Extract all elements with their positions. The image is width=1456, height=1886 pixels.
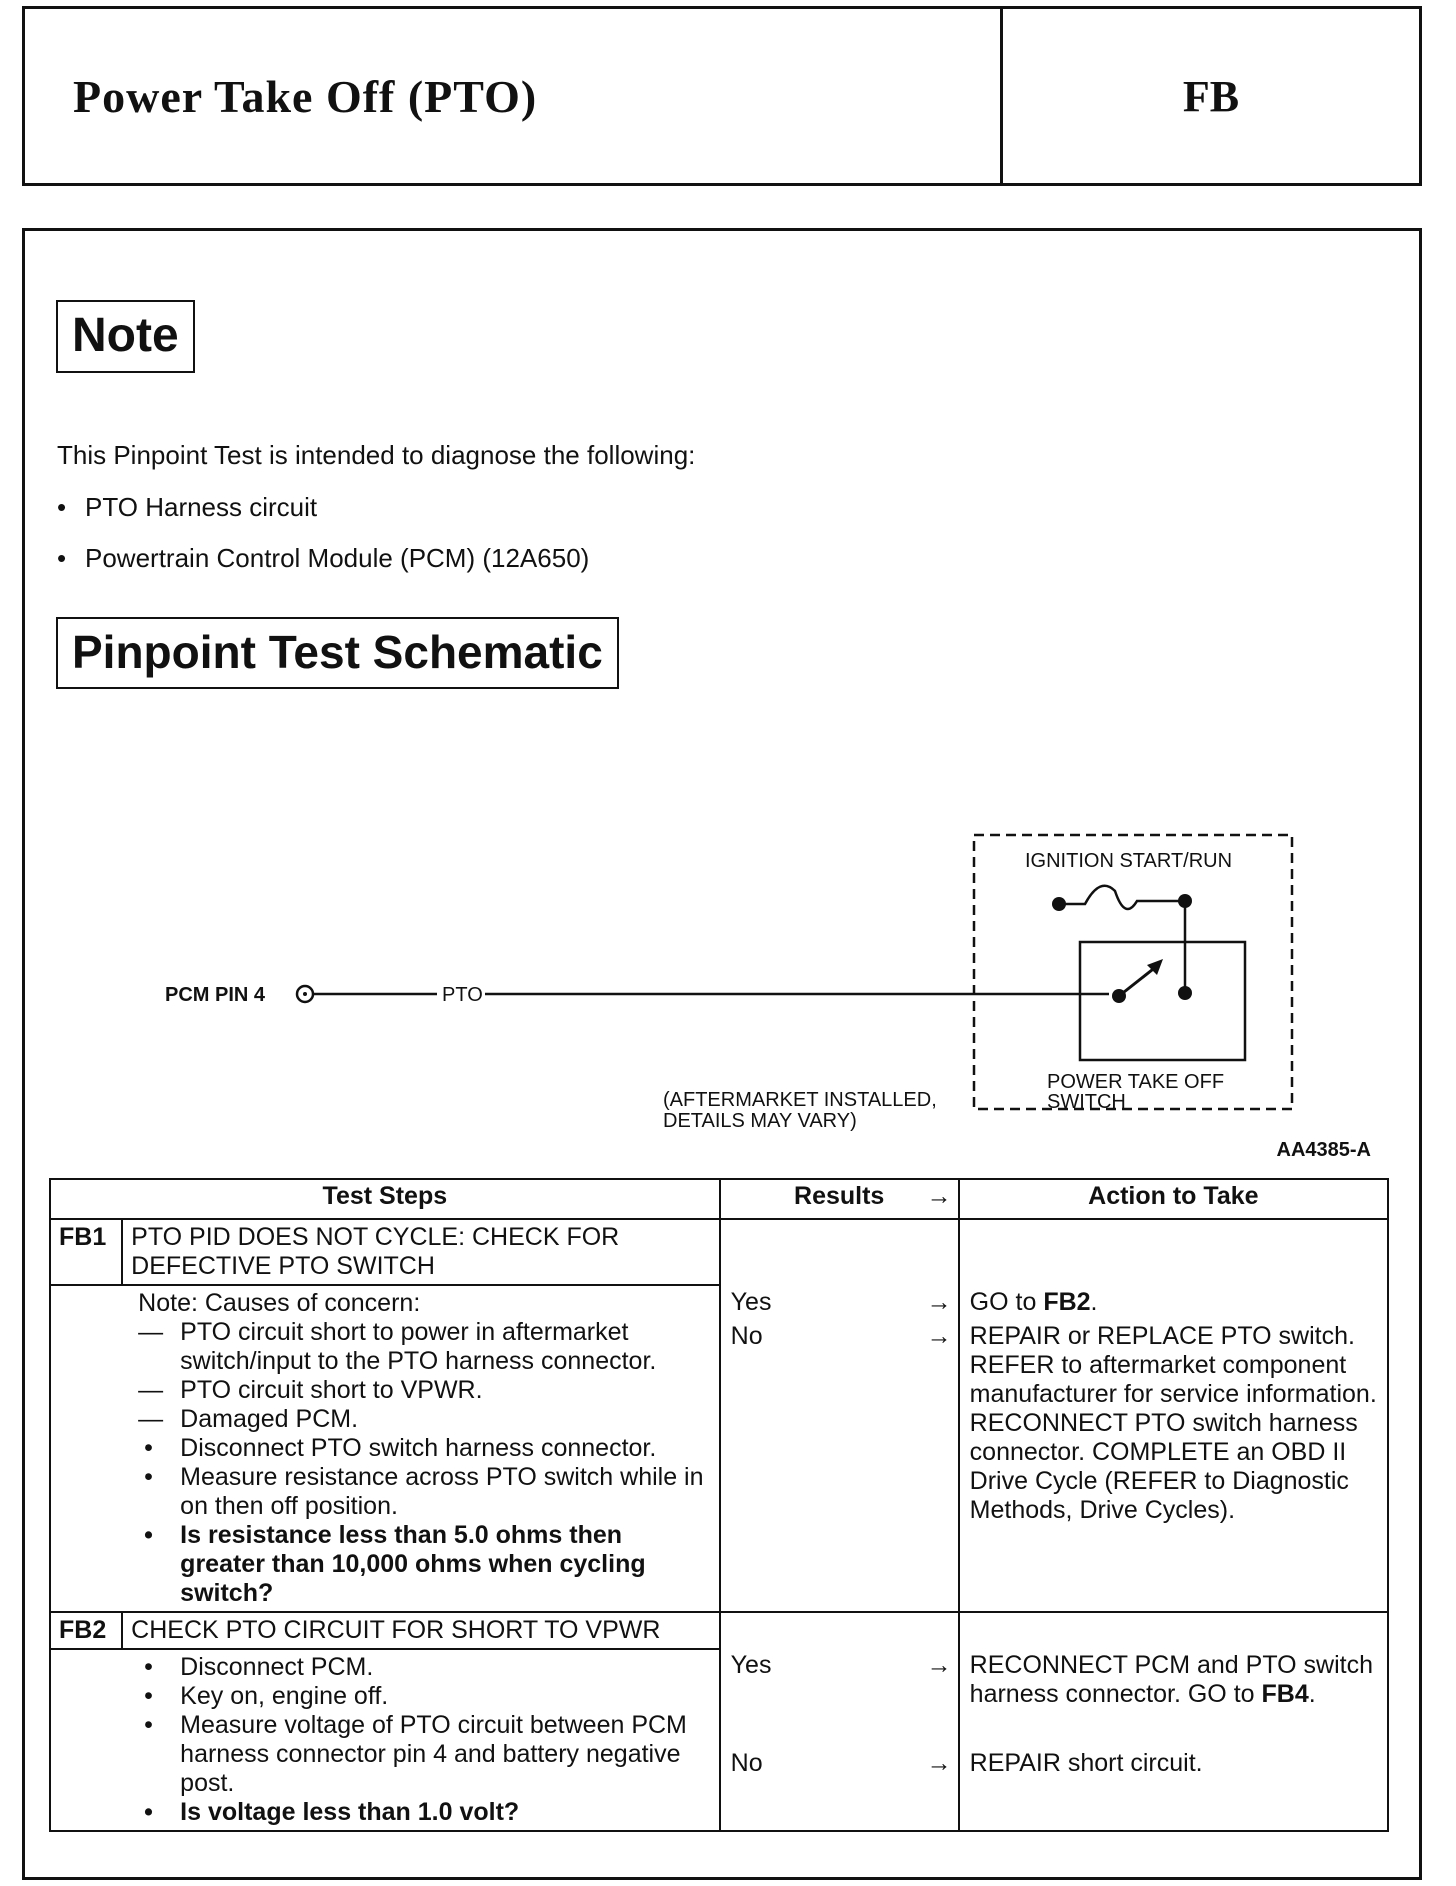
step-note: Note: Causes of concern: [138,1289,421,1317]
arrow-icon: → [926,1651,952,1679]
step-item: • Key on, engine off. [138,1682,711,1711]
switch-terminal-right [1178,986,1192,1000]
step-item: • Disconnect PCM. [138,1653,711,1682]
result-yes [731,1288,952,1317]
action-yes-text: GO to [969,1288,1044,1316]
action-cell [959,1219,1388,1612]
note-heading: Note [56,300,195,373]
action-no: REPAIR or REPLACE PTO switch. REFER to aftermarket component manufacturer for service information. RECONNECT PTO switch harness connector. COMPLETE an OBD II Drive Cycle (REFER to Diagnostic Methods, Drive Cycles). [969,1322,1377,1524]
action-yes [970,1288,1377,1317]
result-no-label: No [730,1322,763,1350]
action-cell [959,1612,1388,1831]
action-yes-ref: FB4 [1261,1680,1309,1708]
step-item: • Disconnect PTO switch harness connector. [138,1434,711,1463]
step-id-spacer [50,1649,122,1831]
note-item: • PTO Harness circuit [57,492,589,523]
schematic-heading: Pinpoint Test Schematic [56,617,619,689]
cause-item: — PTO circuit short to VPWR. [138,1376,711,1405]
action-no: REPAIR short circuit. [969,1749,1203,1777]
action-yes-post: . [1090,1288,1098,1316]
switch-label-2: SWITCH [1047,1091,1126,1113]
arrow-icon: → [926,1322,952,1350]
section-code: FB [1182,71,1240,121]
figure-id: AA4385-A [1276,1139,1371,1161]
pinpoint-schematic [25,761,1419,1161]
action-yes-text: RECONNECT PCM and PTO switch harness connector. GO to [969,1651,1374,1708]
ignition-label: IGNITION START/RUN [1025,850,1233,872]
note-list [57,492,589,594]
note-intro: This Pinpoint Test is intended to diagnose the following: [57,440,696,470]
step-list [138,1653,711,1827]
result-no [731,1322,952,1351]
arrow-icon: → [926,1749,952,1777]
step-title: CHECK PTO CIRCUIT FOR SHORT TO VPWR [122,1612,720,1649]
test-steps-table [49,1178,1389,1832]
step-body [122,1285,720,1612]
page-header [22,6,1422,186]
title-cell [25,9,1003,183]
step-body [122,1649,720,1831]
switch-contact [1119,966,1157,996]
step-id-spacer [50,1285,122,1612]
page-title: Power Take Off (PTO) [73,70,538,122]
step-id: FB1 [50,1219,122,1285]
pto-circuit-label: PTO [442,984,483,1006]
step-item: • Measure voltage of PTO circuit between PCM harness connector pin 4 and battery negative post. [138,1711,711,1798]
table-row [50,1612,1388,1649]
switch-label: POWER TAKE OFF [1047,1071,1225,1093]
result-no-label: No [730,1749,763,1777]
code-cell [1003,9,1419,183]
cause-item: — PTO circuit short to power in aftermarket switch/input to the PTO harness connector. [138,1318,711,1376]
aftermarket-note-2: DETAILS MAY VARY) [663,1110,857,1132]
aftermarket-note: (AFTERMARKET INSTALLED, [663,1089,937,1111]
results-cell [720,1219,959,1612]
result-yes [731,1651,952,1680]
step-title: PTO PID DOES NOT CYCLE: CHECK FOR DEFECTIVE PTO SWITCH [122,1219,720,1285]
note-item: • Powertrain Control Module (PCM) (12A650) [57,543,589,574]
arrow-icon: → [926,1182,952,1210]
header-results [720,1179,959,1219]
result-yes-label: Yes [730,1288,772,1316]
action-yes-ref: FB2 [1043,1288,1091,1316]
action-yes [970,1651,1377,1709]
header-results-label: Results [794,1182,885,1210]
header-action: Action to Take [959,1179,1388,1219]
main-content [22,228,1422,1880]
result-no [731,1749,952,1778]
arrow-icon: → [926,1288,952,1316]
result-yes-label: Yes [730,1651,772,1679]
fuse-symbol [1059,886,1185,909]
table-row [50,1219,1388,1285]
cause-item: — Damaged PCM. [138,1405,711,1434]
pcm-pin-label: PCM PIN 4 [165,984,266,1006]
step-id: FB2 [50,1612,122,1649]
header-test-steps: Test Steps [50,1179,720,1219]
action-yes-post: . [1308,1680,1316,1708]
step-list [138,1318,711,1608]
step-question: • Is voltage less than 1.0 volt? [138,1798,711,1827]
results-cell [720,1612,959,1831]
step-item: • Measure resistance across PTO switch while in on then off position. [138,1463,711,1521]
pcm-pin-terminal-dot [303,992,307,996]
step-question: • Is resistance less than 5.0 ohms then greater than 10,000 ohms when cycling switch? [138,1521,711,1608]
table-header-row [50,1179,1388,1219]
